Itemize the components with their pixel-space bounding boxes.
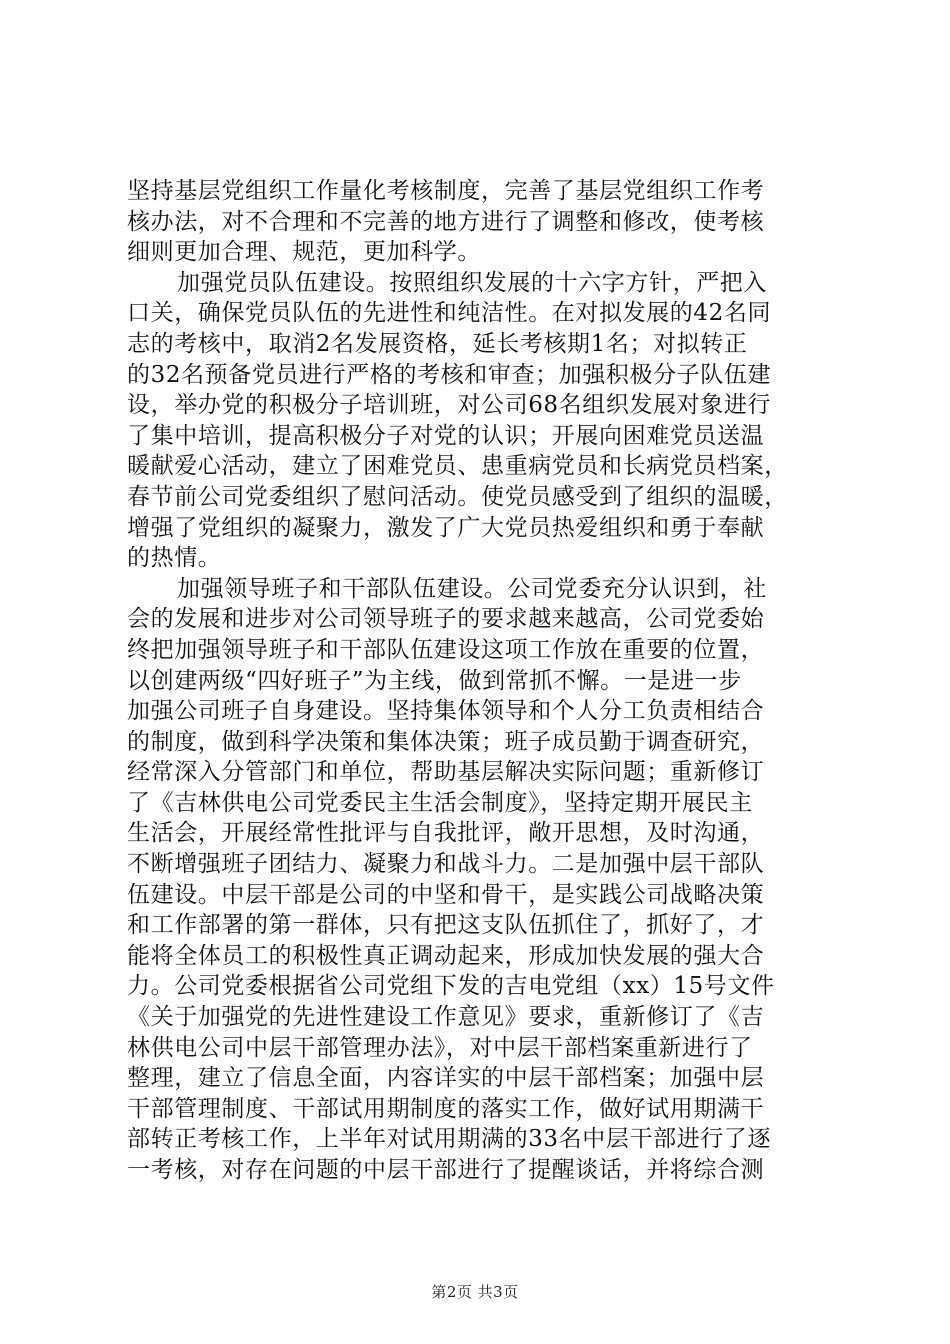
text-line: 加强公司班子自身建设。坚持集体领导和个人分工负责相结合 [127, 698, 765, 725]
paragraph-first-line: 加强领导班子和干部队伍建设。公司党委充分认识到，社 [177, 575, 767, 602]
text-line: 林供电公司中层干部管理办法》，对中层干部档案重新进行了 [127, 1034, 753, 1061]
text-line: 春节前公司党委组织了慰问活动。使党员感受到了组织的温暖， [127, 483, 788, 510]
text-line: 部转正考核工作，上半年对试用期满的33名中层干部进行了逐 [127, 1126, 772, 1153]
text-line: 的制度，做到科学决策和集体决策；班子成员勤于调查研究， [127, 728, 765, 755]
text-line: 经常深入分管部门和单位，帮助基层解决实际问题；重新修订 [127, 759, 765, 786]
document-body [127, 176, 831, 1186]
text-line: 的32名预备党员进行严格的考核和审查；加强积极分子队伍建 [127, 361, 772, 388]
paragraph-first-line: 加强党员队伍建设。按照组织发展的十六字方针，严把入 [177, 269, 767, 296]
text-line: 以创建两级“四好班子”为主线，做到常抓不懈。一是进一步 [127, 667, 742, 694]
text-line: 和工作部署的第一群体，只有把这支队伍抓住了，抓好了，才 [127, 912, 765, 939]
text-line: 力。公司党委根据省公司党组下发的吉电党组（xx）15号文件 [127, 973, 775, 1000]
text-line: 增强了党组织的凝聚力，激发了广大党员热爱组织和勇于奉献 [127, 514, 765, 541]
text-line: 能将全体员工的积极性真正调动起来，形成加快发展的强大合 [127, 942, 765, 969]
text-line: 了《吉林供电公司党委民主生活会制度》，坚持定期开展民主 [127, 789, 753, 816]
page-footer: 第2页 共3页 [431, 1283, 519, 1301]
text-line: 《关于加强党的先进性建设工作意见》要求，重新修订了《吉 [127, 1004, 765, 1031]
text-line: 细则更加合理、规范，更加科学。 [127, 239, 481, 266]
text-line: 伍建设。中层干部是公司的中坚和骨干，是实践公司战略决策 [127, 881, 765, 908]
text-line: 暖献爱心活动，建立了困难党员、患重病党员和长病党员档案， [127, 453, 788, 480]
text-line: 的热情。 [127, 545, 222, 572]
text-line: 口关，确保党员队伍的先进性和纯洁性。在对拟发展的42名同 [127, 300, 772, 327]
text-line: 干部管理制度、干部试用期制度的落实工作，做好试用期满干 [127, 1095, 765, 1122]
text-line: 核办法，对不合理和不完善的地方进行了调整和修改，使考核 [127, 208, 765, 235]
text-line: 整理，建立了信息全面，内容详实的中层干部档案；加强中层 [127, 1065, 765, 1092]
text-line: 了集中培训，提高积极分子对党的认识；开展向困难党员送温 [127, 422, 765, 449]
text-line: 终把加强领导班子和干部队伍建设这项工作放在重要的位置， [127, 636, 765, 663]
text-line: 生活会，开展经常性批评与自我批评，敞开思想，及时沟通， [127, 820, 765, 847]
text-line: 会的发展和进步对公司领导班子的要求越来越高，公司党委始 [127, 606, 765, 633]
text-line: 志的考核中，取消2名发展资格，延长考核期1名；对拟转正 [127, 330, 748, 357]
text-line: 坚持基层党组织工作量化考核制度，完善了基层党组织工作考 [127, 178, 765, 204]
text-line: 设，举办党的积极分子培训班，对公司68名组织发展对象进行 [127, 392, 772, 419]
text-line: 不断增强班子团结力、凝聚力和战斗力。二是加强中层干部队 [127, 851, 765, 878]
text-line: 一考核，对存在问题的中层干部进行了提醒谈话，并将综合测 [127, 1157, 765, 1183]
